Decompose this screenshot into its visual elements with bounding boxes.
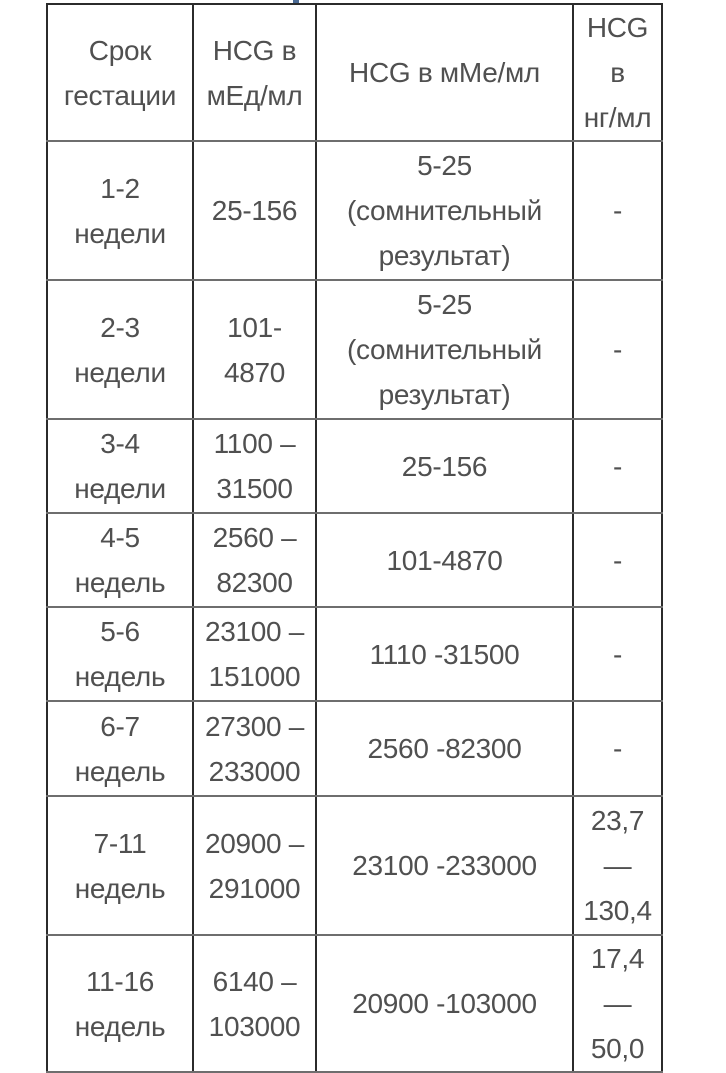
- table-row: [47, 935, 662, 1072]
- cell-mme-ml: 5-25 (сомнительный результат): [316, 280, 573, 419]
- cell-ng-ml: -: [573, 513, 662, 607]
- table-header-row: [47, 4, 662, 141]
- cell-ng-ml: -: [573, 701, 662, 796]
- table-row: [47, 419, 662, 513]
- hcg-norms-table: [46, 3, 663, 1073]
- cell-ng-ml: -: [573, 419, 662, 513]
- cell-med-ml: 20900 – 291000: [193, 796, 316, 935]
- cell-term: 4-5 недель: [47, 513, 193, 607]
- cell-term: 3-4 недели: [47, 419, 193, 513]
- cell-med-ml: 2560 – 82300: [193, 513, 316, 607]
- cell-mme-ml: 20900 -103000: [316, 935, 573, 1072]
- cell-mme-ml: 2560 -82300: [316, 701, 573, 796]
- cell-term: 2-3 недели: [47, 280, 193, 419]
- cell-med-ml: 1100 – 31500: [193, 419, 316, 513]
- cell-ng-ml: 17,4 — 50,0: [573, 935, 662, 1072]
- table-row: [47, 796, 662, 935]
- cell-ng-ml: -: [573, 607, 662, 701]
- header-hcg-med-ml: HCG в мЕд/мл: [193, 4, 316, 141]
- table-row: [47, 141, 662, 280]
- cell-ng-ml: -: [573, 280, 662, 419]
- table-row: [47, 607, 662, 701]
- cell-ng-ml: 23,7 — 130,4: [573, 796, 662, 935]
- cell-med-ml: 101- 4870: [193, 280, 316, 419]
- cell-med-ml: 25-156: [193, 141, 316, 280]
- cell-term: 7-11 недель: [47, 796, 193, 935]
- cell-term: 1-2 недели: [47, 141, 193, 280]
- header-gestation-term: Срок гестации: [47, 4, 193, 141]
- cell-mme-ml: 5-25 (сомнительный результат): [316, 141, 573, 280]
- table-row: [47, 701, 662, 796]
- cell-med-ml: 27300 – 233000: [193, 701, 316, 796]
- cell-ng-ml: -: [573, 141, 662, 280]
- cell-med-ml: 6140 – 103000: [193, 935, 316, 1072]
- cell-med-ml: 23100 – 151000: [193, 607, 316, 701]
- cell-mme-ml: 23100 -233000: [316, 796, 573, 935]
- cell-mme-ml: 101-4870: [316, 513, 573, 607]
- cell-mme-ml: 25-156: [316, 419, 573, 513]
- cell-mme-ml: 1110 -31500: [316, 607, 573, 701]
- cell-term: 6-7 недель: [47, 701, 193, 796]
- table-row: [47, 513, 662, 607]
- header-hcg-ng-ml: HCG в нг/мл: [573, 4, 662, 141]
- header-hcg-mme-ml: HCG в мМе/мл: [316, 4, 573, 141]
- table-row: [47, 280, 662, 419]
- cell-term: 11-16 недель: [47, 935, 193, 1072]
- cell-term: 5-6 недель: [47, 607, 193, 701]
